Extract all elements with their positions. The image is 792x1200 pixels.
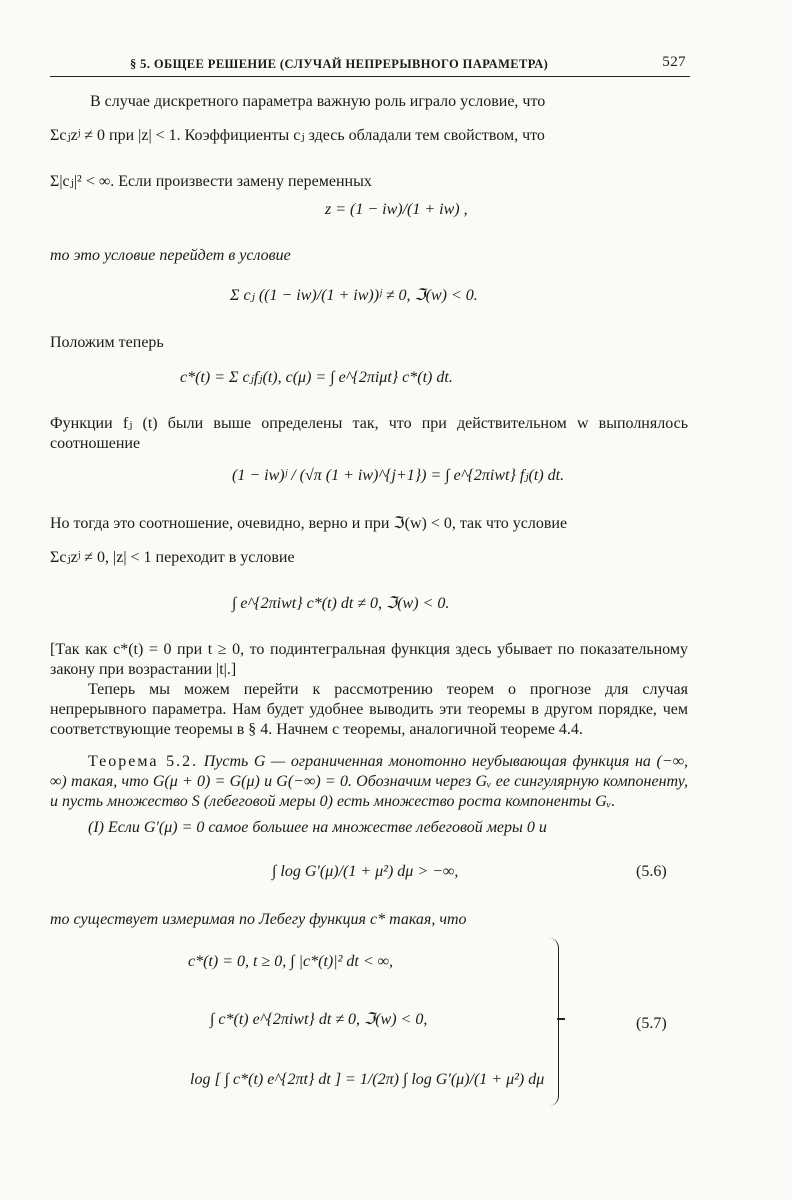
theorem-5-2 [50, 752, 688, 812]
text-p1b: Σcⱼzʲ ≠ 0 при |z| < 1. Коэффициенты cⱼ здесь обладали тем свойством, что [50, 127, 545, 144]
equation-substitution: z = (1 − iw)/(1 + iw) , [325, 201, 468, 218]
equation-definition-c: c*(t) = Σ cⱼfⱼ(t), c(μ) = ∫ e^{2πiμt} c*(t) dt. [180, 369, 453, 386]
text-p5b: Σcⱼzʲ ≠ 0, |z| < 1 переходит в условие [50, 549, 295, 566]
equation-5-7-line-1: c*(t) = 0, t ≥ 0, ∫ |c*(t)|² dt < ∞, [188, 953, 394, 970]
equation-5-6: ∫ log G′(μ)/(1 + μ²) dμ > −∞, [272, 863, 459, 880]
equation-number-5-7: (5.7) [636, 1015, 667, 1032]
theorem-body: Пусть G — ограниченная монотонно неубывающая функция на (−∞, ∞) такая, что G(μ + 0) = G(μ) и G(−∞) = 0. Обозначим через Gᵥ ее сингулярную компоненту, и пусть множество S (лебеговой меры 0) есть множество роста компоненты Gᵥ. [50, 753, 689, 810]
equation-condition-1: Σ cⱼ ((1 − iw)/(1 + iw))ʲ ≠ 0, ℑ(w) < 0. [230, 287, 478, 304]
text-p5a: Но тогда это соотношение, очевидно, верно и при ℑ(w) < 0, так что условие [50, 515, 568, 532]
text-p1a: В случае дискретного параметра важную роль играло условие, что [90, 93, 546, 110]
theorem-label: Теорема 5.2. [88, 753, 199, 770]
equation-number-5-6: (5.6) [636, 863, 667, 880]
equation-condition-2: ∫ e^{2πiwt} c*(t) dt ≠ 0, ℑ(w) < 0. [232, 595, 450, 612]
right-brace [548, 938, 559, 1106]
text-p6: [Так как c*(t) = 0 при t ≥ 0, то подинтегральная функция здесь убывает по показательному закону при возрастании |t|.] [50, 641, 688, 678]
equation-relation: (1 − iw)ʲ / (√π (1 + iw)^{j+1}) = ∫ e^{2πiwt} fⱼ(t) dt. [232, 467, 565, 484]
equation-5-7-line-3: log [ ∫ c*(t) e^{2πt} dt ] = 1/(2π) ∫ log G′(μ)/(1 + μ²) dμ [190, 1071, 545, 1088]
equation-5-7-line-2: ∫ c*(t) e^{2πiwt} dt ≠ 0, ℑ(w) < 0, [210, 1011, 428, 1028]
text-p8: то существует измеримая по Лебегу функция c* такая, что [50, 911, 467, 928]
text-item-1: (I) Если G′(μ) = 0 самое большее на множестве лебеговой меры 0 и [88, 819, 547, 836]
text-p1c: Σ|cⱼ|² < ∞. Если произвести замену переменных [50, 173, 372, 190]
text-p4: Функции fⱼ (t) были выше определены так, что при действительном w выполнялось соотношение [50, 415, 688, 452]
text-p7: Теперь мы можем перейти к рассмотрению теорем о прогнозе для случая непрерывного параметра. Нам будет удобнее выводить эти теоремы в другом порядке, чем соответствующие теоремы в § 4. Начнем с теоремы, аналогичной теореме 4.4. [50, 681, 688, 738]
running-header [50, 50, 690, 77]
running-head: § 5. ОБЩЕЕ РЕШЕНИЕ (СЛУЧАЙ НЕПРЕРЫВНОГО ПАРАМЕТРА) [130, 57, 549, 71]
right-brace-tip [557, 1018, 565, 1020]
text-p3: Положим теперь [50, 334, 164, 351]
text-p2: то это условие перейдет в условие [50, 247, 291, 264]
page-number: 527 [662, 54, 686, 70]
